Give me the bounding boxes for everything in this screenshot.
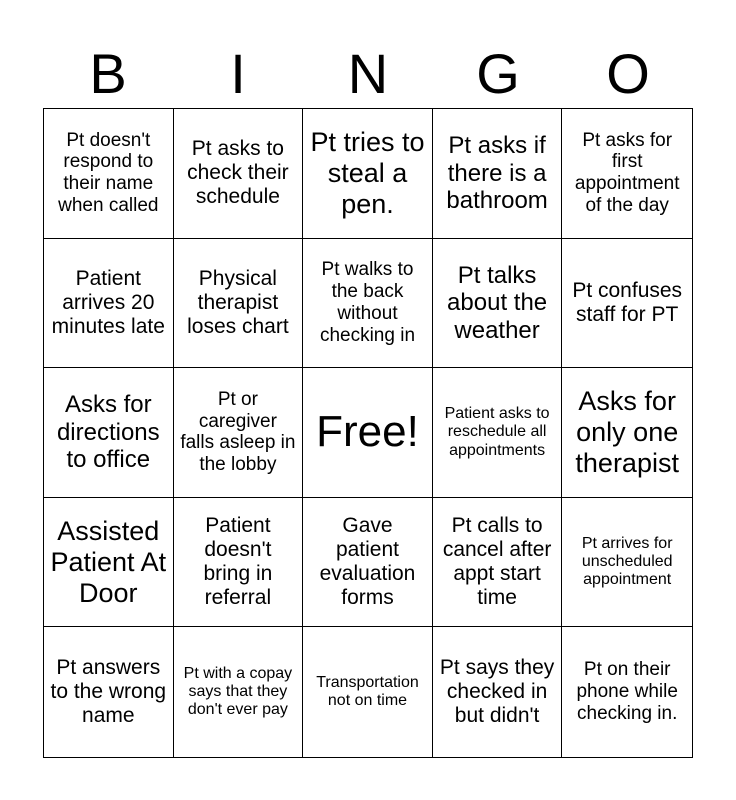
header-letter-b: B [89,42,127,105]
bingo-cell[interactable] [562,627,692,757]
bingo-cell[interactable] [303,239,433,369]
header-letter-o: O [606,42,650,105]
cell-label: Gave patient evaluation forms [319,513,416,610]
bingo-cell[interactable] [562,239,692,369]
cell-label: Pt confuses staff for PT [572,278,683,326]
cell-label: Pt asks to check their schedule [187,137,289,209]
free-space-label: Free! [316,407,419,457]
bingo-cell[interactable] [44,627,174,757]
cell-label: Pt or caregiver falls asleep in the lobby [180,388,296,476]
cell-label: Pt arrives for unscheduled appointment [581,534,673,589]
cell-label: Pt tries to steal a pen. [310,126,425,219]
bingo-cell[interactable] [433,109,563,239]
cell-label: Assisted Patient At Door [50,515,167,608]
bingo-cell[interactable] [44,109,174,239]
bingo-cell[interactable] [44,498,174,628]
bingo-cell[interactable] [562,109,692,239]
cell-label: Pt walks to the back without checking in [319,259,416,346]
free-space[interactable] [303,368,433,498]
bingo-cell[interactable] [303,498,433,628]
bingo-cell[interactable] [174,239,304,369]
bingo-board [43,108,693,758]
cell-label: Physical therapist loses chart [187,266,289,338]
cell-label: Pt says they checked in but didn't [439,655,555,728]
bingo-cell[interactable] [433,239,563,369]
cell-label: Pt answers to the wrong name [50,655,167,728]
cell-label: Asks for directions to office [56,391,160,474]
bingo-cell[interactable] [433,498,563,628]
header-letter-g: G [476,42,520,105]
cell-label: Pt doesn't respond to their name when called [58,129,159,217]
bingo-cell[interactable] [433,627,563,757]
cell-label: Pt talks about the weather [447,261,548,344]
cell-label: Patient doesn't bring in referral [203,513,273,610]
bingo-header [43,40,693,108]
bingo-cell[interactable] [433,368,563,498]
cell-label: Pt on their phone while checking in. [576,659,678,725]
bingo-cell[interactable] [174,368,304,498]
cell-label: Pt asks if there is a bathroom [446,131,548,215]
cell-label: Patient asks to reschedule all appointments [444,404,550,459]
bingo-cell[interactable] [44,239,174,369]
bingo-cell[interactable] [303,627,433,757]
cell-label: Patient arrives 20 minutes late [51,266,165,338]
bingo-cell[interactable] [562,498,692,628]
cell-label: Transportation not on time [316,673,419,710]
header-letter-i: I [230,42,246,105]
cell-label: Pt with a copay says that they don't ever pay [183,664,293,719]
bingo-cell[interactable] [174,627,304,757]
cell-label: Asks for only one therapist [575,385,679,479]
cell-label: Pt asks for first appointment of the day [574,129,680,217]
bingo-cell[interactable] [174,109,304,239]
cell-label: Pt calls to cancel after appt start time [442,513,552,610]
bingo-cell[interactable] [562,368,692,498]
bingo-cell[interactable] [174,498,304,628]
header-letter-n: N [347,42,389,105]
bingo-cell[interactable] [44,368,174,498]
bingo-cell[interactable] [303,109,433,239]
